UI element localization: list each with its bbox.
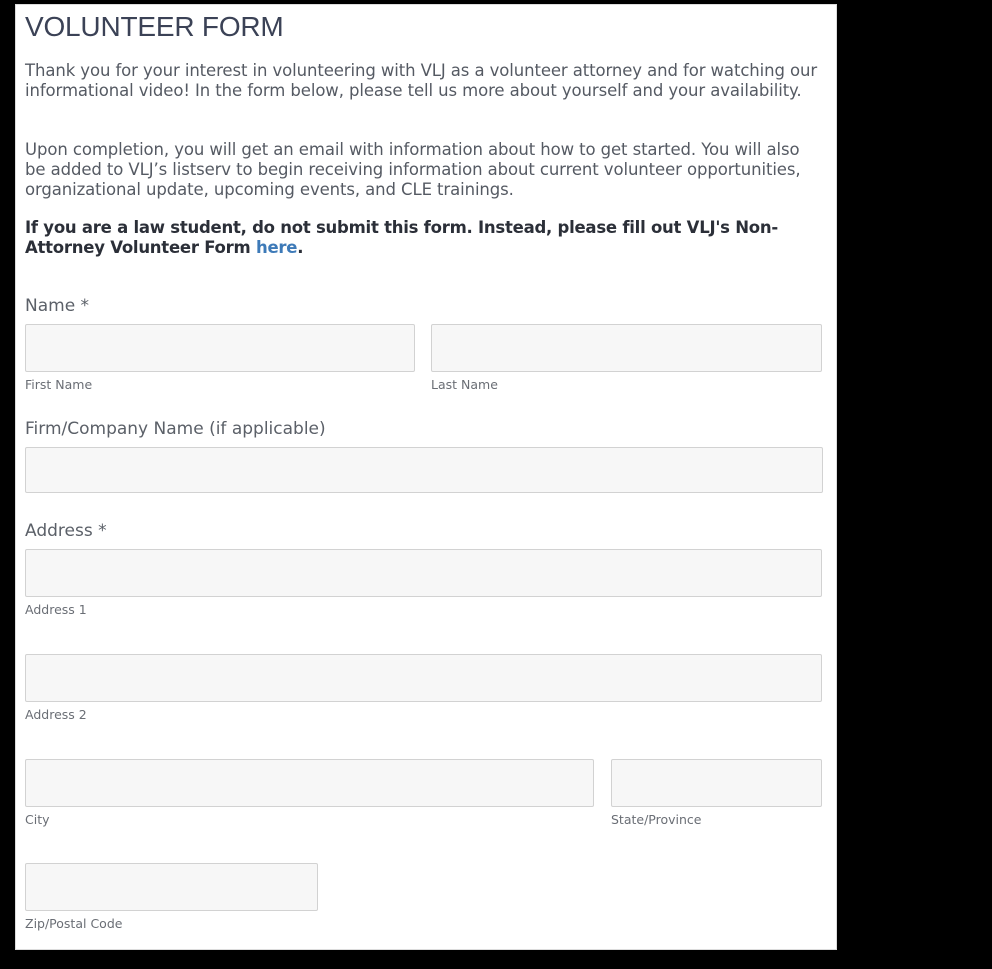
name-label: Name *: [25, 296, 90, 316]
state-province-sublabel: State/Province: [611, 812, 702, 827]
company-name-label: Firm/Company Name (if applicable): [25, 419, 326, 439]
first-name-sublabel: First Name: [25, 377, 93, 392]
zip-postal-code-sublabel: Zip/Postal Code: [25, 916, 123, 931]
address-line-2-input[interactable]: [25, 654, 822, 702]
volunteer-form-panel: [15, 4, 837, 950]
non-attorney-form-link[interactable]: here: [255, 238, 298, 257]
address-line-2-sublabel: Address 2: [25, 707, 87, 722]
last-name-sublabel: Last Name: [431, 377, 498, 392]
form-title: VOLUNTEER FORM: [25, 11, 284, 42]
address-line-1-input[interactable]: [25, 549, 822, 597]
first-name-input[interactable]: [25, 324, 415, 372]
city-input[interactable]: [25, 759, 594, 807]
address-line-1-sublabel: Address 1: [25, 602, 87, 617]
completion-paragraph: Upon completion, you will get an email with information about how to get started. You will also be added to VLJ’s listserv to begin receiving information about current volunteer opportunities, organizational update, upcoming events, and CLE trainings.: [25, 140, 801, 199]
address-label: Address *: [25, 521, 107, 541]
city-sublabel: City: [25, 812, 50, 827]
law-student-notice: [25, 218, 825, 258]
last-name-input[interactable]: [431, 324, 822, 372]
notice-text: If you are a law student, do not submit this form. Instead, please fill out VLJ's Non-Attorney Volunteer Form: [25, 218, 778, 257]
zip-postal-code-input[interactable]: [25, 863, 318, 911]
company-name-input[interactable]: [25, 447, 823, 493]
state-province-input[interactable]: [611, 759, 822, 807]
notice-end: .: [297, 238, 304, 257]
intro-paragraph: Thank you for your interest in volunteering with VLJ as a volunteer attorney and for watching our informational video! In the form below, please tell us more about yourself and your availability.: [25, 61, 818, 100]
